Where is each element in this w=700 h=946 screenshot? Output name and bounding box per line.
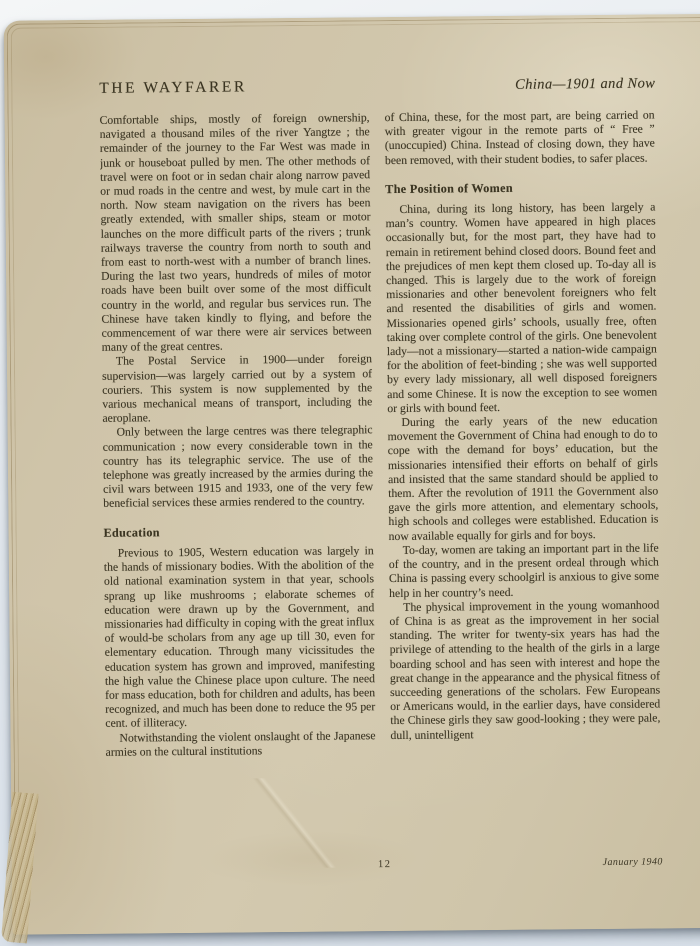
paragraph-onslaught-continued: of China, these, for the most part, are being carried on with greater vigour in the remote parts of “ Free ” (unoccupied) China. Instead of closing down, they have been removed, with their student bodies, to safer places.	[384, 108, 655, 167]
paragraph-early-years: During the early years of the new education movement the Government of China had enough to do to cope with the demand for boys’ education, but the missionaries intensified their efforts on behalf of girls and insisted that the same standard should be applied to them. After the revolution of 1911 the Government also gave the girls more attention, and elementary schools, high schools and colleges were established. Education is now available equally for girls and for boys.	[387, 413, 659, 543]
section-heading-position-of-women: The Position of Women	[385, 180, 513, 196]
page-number: 12	[377, 859, 392, 871]
text-columns	[100, 108, 663, 865]
right-column	[385, 108, 662, 863]
paragraph-onslaught: Notwithstanding the violent onslaught of the Japanese armies on the cultural institutions	[105, 728, 376, 759]
page-content	[4, 14, 700, 935]
paragraph-today: To-day, women are taking an important part in the life of the country, and in the present ordeal through which China is passing every schoolgirl is anxious to give some help in her country’s need.	[388, 541, 660, 600]
paragraph-physical-improvement: The physical improvement in the young womanhood of China is as great as the improvement in her social standing. The writer for twenty-six years has had the privilege of attending to the health of the girls in a large boarding school and has seen with interest and hope the great change in the appearance and the physical fitness of succeeding generations of the scholars. Few Europeans or Americans would, in the earlier days, have considered the Chinese girls they saw good-looking ; they were pale, dull, unintelligent	[389, 598, 661, 742]
paragraph-education: Previous to 1905, Western education was largely in the hands of missionary bodies. With the abolition of the old national examination system in that year, schools sprang up like mushrooms ; elaborate schemes of education were drawn up by the Government, and missionaries had difficulty in coping with the great influx of would-be scholars from any age up till 30, even for elementary education. Through many vicissitudes the education system has grown and improved, manifesting the high value the Chinese place upon culture. The need for mass education, both for children and adults, has been recognized, and much has been done to reduce the 95 per cent. of illiteracy.	[103, 544, 376, 731]
journal-title: THE WAYFARER	[99, 78, 247, 97]
paragraph-ships: Comfortable ships, mostly of foreign ownership, navigated a thousand miles of the river Yangtze ; the remainder of the journey to the Far West was made in junk or houseboat pulled by men. The other methods of travel were on foot or in sedan chair along narrow paved or mud roads in the centre and west, by mule cart in the north. Now steam navigation on the rivers has been greatly extended, with smaller ships, steam or motor launches on the more difficult parts of the rivers ; trunk railways traverse the country from north to south and from east to north-west with a number of branch lines. During the last two years, hundreds of miles of motor roads have been built over some of the most difficult country in the world, and regular bus services run. The Chinese have taken kindly to flying, and before the commencement of war there were air services between many of the great centres.	[99, 111, 372, 355]
magazine-page	[4, 14, 700, 935]
left-column	[100, 111, 377, 866]
paragraph-postal-service: The Postal Service in 1900—under foreign supervision—was largely carried out by a system of couriers. This system is now supplemented by the various mechanical means of transport, including the aeroplane.	[101, 352, 373, 426]
article-title: China—1901 and Now	[515, 75, 656, 93]
paragraph-telegraph: Only between the large centres was there telegraphic communication ; now every considerable town in the country has its telegraphic service. The use of the telephone was greatly increased by the armies during the civil wars between 1915 and 1933, one of the very few beneficial services these armies rendered to the country.	[102, 423, 374, 511]
paragraph-history-of-women: China, during its long history, has been largely a man’s country. Women have appeared in high places occasionally but, for the most part, they have had to remain in retirement behind closed doors. Bound feet and the prejudices of men kept them closed up. To-day all is changed. This is largely due to the work of foreign missionaries and other benevolent foreigners who felt and resented the disabilities of girls and women. Missionaries opened girls’ schools, usually free, often taking over complete control of the girls. One benevolent lady—not a missionary—started a nation-wide campaign for the abolition of feet-binding ; she was well supported by every lady missionary, all well disposed foreigners and some Chinese. It is now the exception to see women or girls with bound feet.	[385, 200, 658, 415]
running-header	[99, 74, 655, 97]
section-heading-education: Education	[103, 524, 160, 540]
issue-date: January 1940	[602, 856, 663, 869]
